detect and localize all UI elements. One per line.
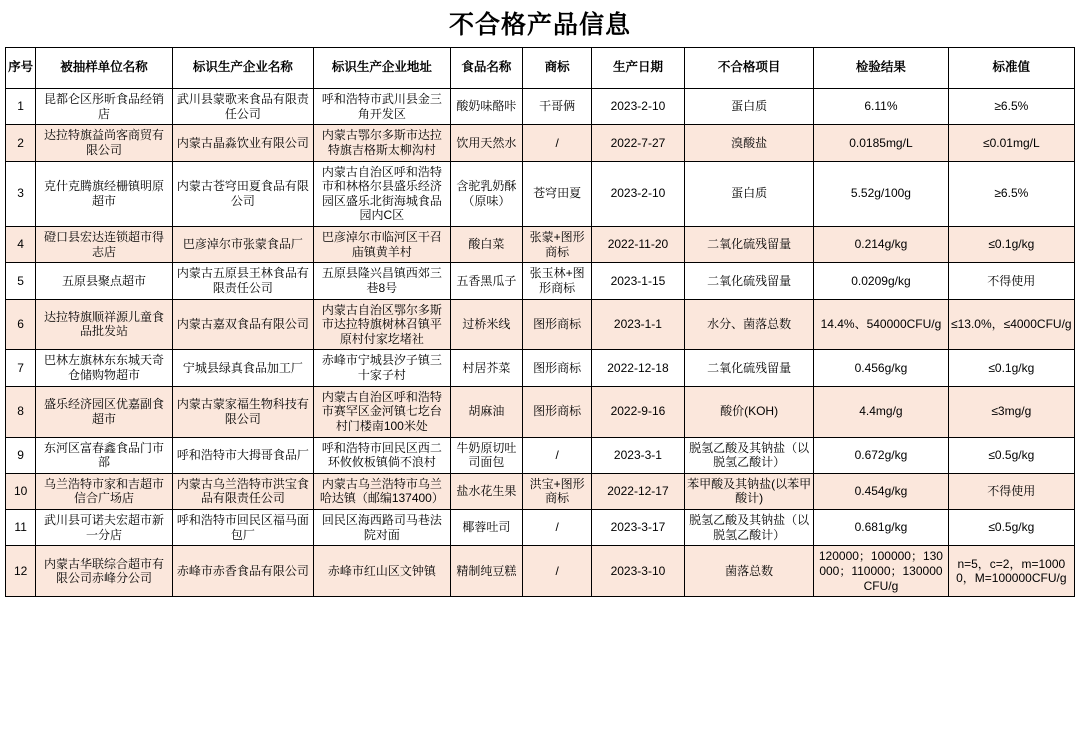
- table-row: [6, 227, 1075, 263]
- table-body: [6, 89, 1075, 597]
- cell-brand: 张玉林+图形商标: [523, 263, 592, 299]
- cell-food-name: 盐水花生果: [450, 473, 523, 509]
- cell-food-name: 酸白菜: [450, 227, 523, 263]
- column-header-sampled-unit: 被抽样单位名称: [36, 48, 172, 89]
- cell-brand: 洪宝+图形商标: [523, 473, 592, 509]
- cell-brand: 张蒙+图形商标: [523, 227, 592, 263]
- cell-index: 10: [6, 473, 36, 509]
- cell-sampled-unit: 巴林左旗林东东城天奇仓储购物超市: [36, 350, 172, 386]
- cell-producer: 呼和浩特市大拇哥食品厂: [172, 437, 313, 473]
- cell-sampled-unit: 乌兰浩特市家和吉超市信合广场店: [36, 473, 172, 509]
- cell-failed-item: 蛋白质: [684, 89, 813, 125]
- cell-standard: ≤0.1g/kg: [948, 227, 1074, 263]
- table-row: [6, 386, 1075, 437]
- cell-index: 12: [6, 546, 36, 597]
- cell-address: 赤峰市红山区文钟镇: [314, 546, 450, 597]
- cell-producer: 呼和浩特市回民区福马面包厂: [172, 510, 313, 546]
- cell-food-name: 含驼乳奶酥（原味）: [450, 161, 523, 227]
- cell-producer: 宁城县绿真食品加工厂: [172, 350, 313, 386]
- cell-index: 4: [6, 227, 36, 263]
- cell-food-name: 椰蓉吐司: [450, 510, 523, 546]
- cell-production-date: 2023-3-1: [591, 437, 684, 473]
- cell-address: 回民区海西路司马巷法院对面: [314, 510, 450, 546]
- cell-brand: 苍穹田夏: [523, 161, 592, 227]
- cell-test-result: 5.52g/100g: [814, 161, 948, 227]
- cell-production-date: 2022-12-17: [591, 473, 684, 509]
- cell-address: 内蒙古自治区呼和浩特市赛罕区金河镇七圪台村门楼南100米处: [314, 386, 450, 437]
- cell-standard: ≤0.01mg/L: [948, 125, 1074, 161]
- cell-standard: ≤0.1g/kg: [948, 350, 1074, 386]
- cell-test-result: 0.0209g/kg: [814, 263, 948, 299]
- table-row: [6, 473, 1075, 509]
- table-row: [6, 546, 1075, 597]
- cell-index: 7: [6, 350, 36, 386]
- column-header-food-name: 食品名称: [450, 48, 523, 89]
- cell-failed-item: 酸价(KOH): [684, 386, 813, 437]
- cell-brand: 图形商标: [523, 350, 592, 386]
- cell-sampled-unit: 克什克腾旗经栅镇明原超市: [36, 161, 172, 227]
- cell-producer: 内蒙古晶淼饮业有限公司: [172, 125, 313, 161]
- cell-index: 9: [6, 437, 36, 473]
- cell-failed-item: 脱氢乙酸及其钠盐（以脱氢乙酸计）: [684, 510, 813, 546]
- cell-food-name: 精制纯豆糕: [450, 546, 523, 597]
- cell-address: 赤峰市宁城县汐子镇三十家子村: [314, 350, 450, 386]
- cell-food-name: 牛奶原切吐司面包: [450, 437, 523, 473]
- cell-address: 内蒙古乌兰浩特市乌兰哈达镇（邮编137400）: [314, 473, 450, 509]
- cell-producer: 武川县蒙歌来食品有限责任公司: [172, 89, 313, 125]
- cell-address: 内蒙古自治区呼和浩特市和林格尔县盛乐经济园区盛乐北街海城食品园内C区: [314, 161, 450, 227]
- cell-test-result: 0.214g/kg: [814, 227, 948, 263]
- cell-address: 巴彦淖尔市临河区干召庙镇黄羊村: [314, 227, 450, 263]
- column-header-brand: 商标: [523, 48, 592, 89]
- cell-test-result: 120000；100000；130000；110000；130000CFU/g: [814, 546, 948, 597]
- cell-producer: 赤峰市赤香食品有限公司: [172, 546, 313, 597]
- table-row: [6, 510, 1075, 546]
- cell-failed-item: 脱氢乙酸及其钠盐（以脱氢乙酸计）: [684, 437, 813, 473]
- table-header-row: [6, 48, 1075, 89]
- cell-sampled-unit: 昆都仑区彤昕食品经销店: [36, 89, 172, 125]
- cell-food-name: 过桥米线: [450, 299, 523, 350]
- cell-sampled-unit: 盛乐经济园区优嘉副食超市: [36, 386, 172, 437]
- column-header-standard: 标准值: [948, 48, 1074, 89]
- cell-producer: 内蒙古蒙家福生物科技有限公司: [172, 386, 313, 437]
- cell-food-name: 胡麻油: [450, 386, 523, 437]
- cell-failed-item: 苯甲酸及其钠盐(以苯甲酸计): [684, 473, 813, 509]
- cell-sampled-unit: 达拉特旗益尚客商贸有限公司: [36, 125, 172, 161]
- cell-food-name: 五香黑瓜子: [450, 263, 523, 299]
- cell-standard: 不得使用: [948, 473, 1074, 509]
- cell-sampled-unit: 东河区富春鑫食品门市部: [36, 437, 172, 473]
- cell-production-date: 2023-1-1: [591, 299, 684, 350]
- cell-test-result: 0.672g/kg: [814, 437, 948, 473]
- cell-index: 3: [6, 161, 36, 227]
- cell-production-date: 2022-7-27: [591, 125, 684, 161]
- cell-brand: 干哥俩: [523, 89, 592, 125]
- cell-failed-item: 水分、菌落总数: [684, 299, 813, 350]
- cell-sampled-unit: 五原县聚点超市: [36, 263, 172, 299]
- cell-food-name: 饮用天然水: [450, 125, 523, 161]
- cell-producer: 内蒙古嘉双食品有限公司: [172, 299, 313, 350]
- cell-test-result: 0.681g/kg: [814, 510, 948, 546]
- cell-index: 2: [6, 125, 36, 161]
- cell-failed-item: 二氧化硫残留量: [684, 227, 813, 263]
- table-row: [6, 263, 1075, 299]
- cell-test-result: 0.0185mg/L: [814, 125, 948, 161]
- cell-address: 五原县隆兴昌镇西郊三巷8号: [314, 263, 450, 299]
- cell-standard: n=5，c=2，m=10000，M=100000CFU/g: [948, 546, 1074, 597]
- cell-food-name: 村居芥菜: [450, 350, 523, 386]
- cell-brand: /: [523, 510, 592, 546]
- table-row: [6, 125, 1075, 161]
- cell-brand: 图形商标: [523, 299, 592, 350]
- cell-address: 呼和浩特市武川县金三角开发区: [314, 89, 450, 125]
- cell-test-result: 0.454g/kg: [814, 473, 948, 509]
- cell-production-date: 2023-2-10: [591, 89, 684, 125]
- cell-production-date: 2023-3-17: [591, 510, 684, 546]
- cell-production-date: 2022-11-20: [591, 227, 684, 263]
- cell-production-date: 2023-2-10: [591, 161, 684, 227]
- cell-standard: ≤0.5g/kg: [948, 437, 1074, 473]
- cell-standard: ≤0.5g/kg: [948, 510, 1074, 546]
- table-row: [6, 437, 1075, 473]
- cell-failed-item: 菌落总数: [684, 546, 813, 597]
- cell-address: 呼和浩特市回民区西二环攸攸板镇倘不浪村: [314, 437, 450, 473]
- cell-production-date: 2023-3-10: [591, 546, 684, 597]
- cell-standard: ≤3mg/g: [948, 386, 1074, 437]
- cell-test-result: 4.4mg/g: [814, 386, 948, 437]
- cell-sampled-unit: 内蒙古华联综合超市有限公司赤峰分公司: [36, 546, 172, 597]
- cell-production-date: 2022-12-18: [591, 350, 684, 386]
- cell-sampled-unit: 磴口县宏达连锁超市得志店: [36, 227, 172, 263]
- table-row: [6, 299, 1075, 350]
- cell-test-result: 0.456g/kg: [814, 350, 948, 386]
- column-header-address: 标识生产企业地址: [314, 48, 450, 89]
- cell-address: 内蒙古鄂尔多斯市达拉特旗吉格斯太柳沟村: [314, 125, 450, 161]
- cell-sampled-unit: 达拉特旗顺祥源儿童食品批发站: [36, 299, 172, 350]
- table-row: [6, 161, 1075, 227]
- cell-index: 1: [6, 89, 36, 125]
- cell-brand: /: [523, 546, 592, 597]
- cell-brand: /: [523, 437, 592, 473]
- column-header-producer: 标识生产企业名称: [172, 48, 313, 89]
- cell-producer: 内蒙古五原县王林食品有限责任公司: [172, 263, 313, 299]
- cell-brand: /: [523, 125, 592, 161]
- cell-production-date: 2023-1-15: [591, 263, 684, 299]
- cell-standard: ≤13.0%，≤4000CFU/g: [948, 299, 1074, 350]
- table-row: [6, 350, 1075, 386]
- cell-failed-item: 二氧化硫残留量: [684, 350, 813, 386]
- table-row: [6, 89, 1075, 125]
- cell-failed-item: 二氧化硫残留量: [684, 263, 813, 299]
- cell-standard: ≥6.5%: [948, 89, 1074, 125]
- cell-index: 11: [6, 510, 36, 546]
- cell-test-result: 6.11%: [814, 89, 948, 125]
- cell-brand: 图形商标: [523, 386, 592, 437]
- cell-failed-item: 蛋白质: [684, 161, 813, 227]
- cell-producer: 内蒙古苍穹田夏食品有限公司: [172, 161, 313, 227]
- column-header-index: 序号: [6, 48, 36, 89]
- cell-production-date: 2022-9-16: [591, 386, 684, 437]
- page-title: 不合格产品信息: [448, 12, 631, 39]
- cell-index: 6: [6, 299, 36, 350]
- cell-food-name: 酸奶味酪咔: [450, 89, 523, 125]
- cell-producer: 内蒙古乌兰浩特市洪宝食品有限责任公司: [172, 473, 313, 509]
- cell-sampled-unit: 武川县可诺夫宏超市新一分店: [36, 510, 172, 546]
- cell-index: 5: [6, 263, 36, 299]
- cell-producer: 巴彦淖尔市张蒙食品厂: [172, 227, 313, 263]
- column-header-production-date: 生产日期: [591, 48, 684, 89]
- cell-failed-item: 溴酸盐: [684, 125, 813, 161]
- cell-standard: 不得使用: [948, 263, 1074, 299]
- cell-standard: ≥6.5%: [948, 161, 1074, 227]
- cell-test-result: 14.4%、540000CFU/g: [814, 299, 948, 350]
- nonconforming-products-table: [5, 47, 1075, 597]
- column-header-failed-item: 不合格项目: [684, 48, 813, 89]
- cell-index: 8: [6, 386, 36, 437]
- column-header-test-result: 检验结果: [814, 48, 948, 89]
- cell-address: 内蒙古自治区鄂尔多斯市达拉特旗树林召镇平原村付家圪堵社: [314, 299, 450, 350]
